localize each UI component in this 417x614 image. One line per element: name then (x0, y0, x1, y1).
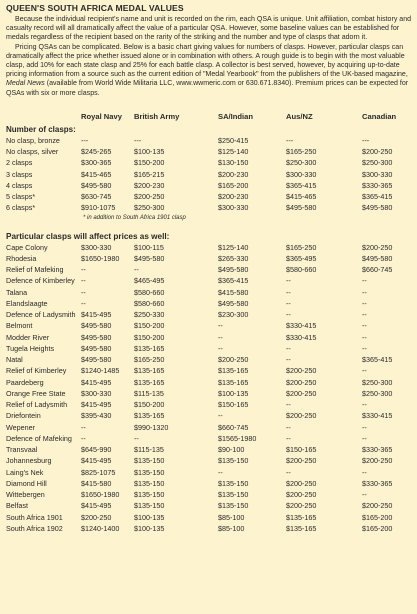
table-row (6, 135, 412, 146)
row-label: Laing's Nek (6, 467, 44, 477)
price-cell: $135-165 (134, 366, 165, 376)
price-cell: $250-300 (362, 158, 393, 168)
table-row (6, 309, 412, 320)
price-cell: $135-150 (134, 467, 165, 477)
table-row (6, 157, 412, 168)
intro-paragraph: Because the individual recipient's name and unit is recorded on the rim, each QSA is unique. Unit affiliation, combat history and casualty record will all dramatically affect the value of a particular QSA. However, some baseline values can be established for medals regardless of the recipient based on the rarity of the striking and the number and type of clasps that adorn it. (6, 16, 412, 42)
price-cell: $990-1320 (134, 422, 169, 432)
price-cell: $660-745 (218, 422, 249, 432)
price-cell: $135-150 (134, 456, 165, 466)
row-label: 2 clasps (6, 158, 33, 168)
price-cell: $150-200 (134, 321, 165, 331)
row-label: Cape Colony (6, 242, 48, 252)
price-cell: -- (81, 276, 86, 286)
price-cell: $100-115 (134, 242, 164, 252)
price-cell: $250-300 (286, 158, 317, 168)
price-cell: $135-150 (134, 501, 165, 511)
price-cell: $200-230 (218, 169, 249, 179)
price-cell: $200-250 (362, 242, 393, 252)
column-header: SA/Indian (218, 111, 254, 121)
price-cell: $125-140 (218, 147, 249, 157)
price-cell: $135-165 (218, 366, 249, 376)
price-cell: $330-415 (286, 321, 317, 331)
row-label: Paardeberg (6, 377, 44, 387)
price-cell: $250-415 (218, 135, 249, 145)
row-label: South Africa 1901 (6, 512, 63, 522)
table-row (6, 343, 412, 354)
price-cell: -- (134, 265, 139, 275)
price-cell: $300-330 (218, 203, 249, 213)
price-cell: $495-580 (81, 343, 112, 353)
price-cell: $415-465 (81, 169, 112, 179)
price-cell: $165-200 (362, 523, 393, 533)
table-row (6, 478, 412, 489)
magazine-title: Medal News (6, 80, 45, 88)
price-cell: $135-150 (134, 478, 165, 488)
price-cell: $1240-1485 (81, 366, 120, 376)
particular-clasp-rows (6, 242, 412, 535)
price-cell: -- (81, 298, 86, 308)
price-cell: --- (362, 135, 370, 145)
price-cell: --- (286, 135, 294, 145)
price-cell: $365-415 (218, 276, 249, 286)
price-cell: $85-100 (218, 523, 245, 533)
price-cell: $580-660 (286, 265, 317, 275)
price-cell: $200-230 (218, 192, 249, 202)
price-cell: $415-495 (81, 400, 112, 410)
price-cell: $200-250 (286, 388, 317, 398)
row-label: Defence of Mafeking (6, 433, 72, 443)
pricing-text-part2: (available from World Wide Militaria LLC, www.wwmeric.com or 630.671.8340). Premium prices can be expected for QSAs with six or more clasps. (6, 80, 409, 97)
price-cell: -- (362, 321, 367, 331)
price-cell: $230-300 (218, 310, 249, 320)
price-cell: $365-415 (362, 355, 393, 365)
row-label: Johannesburg (6, 456, 52, 466)
price-cell: $330-365 (362, 445, 393, 455)
price-cell: $330-365 (362, 478, 393, 488)
price-cell: -- (218, 321, 223, 331)
column-headers (6, 110, 412, 124)
price-cell: $330-365 (362, 180, 393, 190)
price-cell: --- (134, 135, 142, 145)
price-cell: -- (286, 467, 291, 477)
price-cell: -- (286, 422, 291, 432)
price-cell: $200-250 (362, 147, 393, 157)
row-label: 3 clasps (6, 169, 33, 179)
price-cell: $910-1075 (81, 203, 116, 213)
price-cell: -- (362, 366, 367, 376)
table-row (6, 377, 412, 388)
price-cell: $200-250 (218, 355, 249, 365)
price-cell: $165-200 (362, 512, 393, 522)
price-cell: $150-165 (218, 400, 249, 410)
table-row (6, 275, 412, 286)
table-row (6, 489, 412, 500)
price-cell: $165-250 (286, 147, 317, 157)
row-label: Relief of Mafeking (6, 265, 64, 275)
price-cell: $135-165 (134, 377, 165, 387)
price-cell: $135-165 (134, 411, 165, 421)
price-cell: $660-745 (362, 265, 393, 275)
row-label: 6 clasps* (6, 203, 36, 213)
price-cell: $150-200 (134, 400, 165, 410)
price-cell: -- (218, 467, 223, 477)
price-cell: $165-250 (286, 242, 317, 252)
row-label: Wittebergen (6, 490, 45, 500)
price-cell: -- (362, 310, 367, 320)
column-header: Aus/NZ (286, 111, 313, 121)
pricing-paragraph (6, 43, 412, 98)
price-cell: -- (81, 422, 86, 432)
table-row (6, 202, 412, 213)
price-cell: $330-415 (286, 332, 317, 342)
price-cell: $135-150 (218, 501, 249, 511)
price-cell: $165-250 (134, 355, 165, 365)
price-cell: $135-165 (286, 523, 317, 533)
table-row (6, 410, 412, 421)
price-cell: $415-580 (81, 478, 112, 488)
section-heading-particular-clasps: Particular clasps will affect prices as well: (6, 231, 170, 241)
price-cell: $150-200 (134, 158, 165, 168)
price-cell: $200-250 (362, 501, 393, 511)
table-row (6, 455, 412, 466)
row-label: Wepener (6, 422, 36, 432)
price-cell: -- (362, 298, 367, 308)
table-row (6, 332, 412, 343)
price-cell: $135-165 (218, 377, 249, 387)
table-row (6, 320, 412, 331)
row-label: No clasps, silver (6, 147, 59, 157)
price-cell: $200-250 (286, 411, 317, 421)
price-cell: $825-1075 (81, 467, 116, 477)
price-cell: $265-330 (218, 253, 249, 263)
price-cell: $1650-1980 (81, 253, 120, 263)
row-label: South Africa 1902 (6, 523, 63, 533)
price-cell: -- (218, 411, 223, 421)
price-cell: -- (362, 276, 367, 286)
price-cell: $200-250 (286, 501, 317, 511)
price-cell: $330-415 (362, 411, 393, 421)
price-cell: $135-165 (134, 343, 165, 353)
price-cell: $135-150 (134, 490, 165, 500)
row-label: Diamond Hill (6, 478, 47, 488)
price-cell: $100-135 (134, 512, 165, 522)
pricing-text-part1: Pricing QSAs can be complicated. Below is a basic chart giving values for numbers of clasps. However, particular clasps can dramatically affect the price whether issued alone or in combination with others. A rough guide is to begin with the most valuable clasp, add 10% for each state clasp and 25% for each battle clasp. A collector is best served, however, by acquiring up-to-date pricing information from a source such as the current edition of "Medal Yearbook" from the publishers of the UK-based magazine, (6, 43, 408, 79)
price-cell: -- (286, 355, 291, 365)
table-row (6, 365, 412, 376)
price-cell: $135-165 (286, 512, 317, 522)
price-cell: $200-250 (286, 456, 317, 466)
price-cell: -- (362, 433, 367, 443)
price-cell: -- (286, 433, 291, 443)
row-label: No clasp, bronze (6, 135, 60, 145)
price-cell: $100-135 (134, 523, 165, 533)
price-cell: $200-250 (286, 478, 317, 488)
price-cell: $395-430 (81, 411, 112, 421)
table-row (6, 287, 412, 298)
table-row (6, 388, 412, 399)
price-cell: $165-200 (218, 180, 249, 190)
price-cell: $245-265 (81, 147, 112, 157)
price-cell: $415-495 (81, 456, 112, 466)
row-label: Transvaal (6, 445, 38, 455)
price-cell: $125-140 (218, 242, 249, 252)
footnote: * in addition to South Africa 1901 clasp (83, 214, 186, 221)
price-cell: $135-150 (218, 456, 249, 466)
price-cell: -- (286, 298, 291, 308)
price-cell: $495-580 (81, 180, 112, 190)
price-cell: $250-300 (362, 377, 393, 387)
price-cell: $415-495 (81, 501, 112, 511)
table-row (6, 500, 412, 511)
price-cell: $495-580 (134, 253, 165, 263)
row-label: Belmont (6, 321, 33, 331)
price-cell: -- (286, 343, 291, 353)
price-cell: $580-660 (134, 298, 165, 308)
price-cell: $100-135 (134, 147, 165, 157)
price-cell: $200-250 (81, 512, 112, 522)
price-cell: $580-660 (134, 287, 165, 297)
table-row (6, 298, 412, 309)
price-cell: $130-150 (218, 158, 249, 168)
price-cell: $300-330 (81, 388, 112, 398)
price-cell: $300-330 (81, 242, 112, 252)
price-cell: -- (362, 343, 367, 353)
price-cell: -- (362, 422, 367, 432)
row-label: Talana (6, 287, 28, 297)
row-label: Elandslaagte (6, 298, 48, 308)
price-cell: $365-495 (286, 253, 317, 263)
price-cell: $415-465 (286, 192, 317, 202)
price-cell: -- (362, 467, 367, 477)
column-header: Royal Navy (81, 111, 122, 121)
price-cell: -- (362, 332, 367, 342)
price-cell: $85-100 (218, 512, 245, 522)
price-cell: $645-990 (81, 445, 112, 455)
table-row (6, 242, 412, 253)
table-row (6, 264, 412, 275)
price-cell: -- (286, 310, 291, 320)
price-cell: -- (218, 332, 223, 342)
row-label: Modder River (6, 332, 50, 342)
price-cell: -- (286, 276, 291, 286)
row-label: Defence of Ladysmith (6, 310, 76, 320)
row-label: Defence of Kimberley (6, 276, 75, 286)
table-row (6, 180, 412, 191)
price-cell: $495-580 (218, 298, 249, 308)
price-cell: $495-580 (81, 332, 112, 342)
price-cell: $495-580 (81, 355, 112, 365)
row-label: Rhodesia (6, 253, 37, 263)
price-cell: --- (81, 135, 89, 145)
price-cell: -- (134, 433, 139, 443)
row-label: Driefontein (6, 411, 41, 421)
row-label: Tugela Heights (6, 343, 55, 353)
price-cell: $495-580 (81, 321, 112, 331)
price-cell: -- (218, 343, 223, 353)
article-title: QUEEN'S SOUTH AFRICA MEDAL VALUES (6, 3, 184, 13)
price-cell: $495-580 (218, 265, 249, 275)
price-cell: $365-415 (286, 180, 317, 190)
row-label: Natal (6, 355, 23, 365)
table-row (6, 354, 412, 365)
price-cell: $200-230 (134, 180, 165, 190)
price-cell: -- (81, 265, 86, 275)
column-header: British Army (134, 111, 180, 121)
price-cell: -- (286, 400, 291, 410)
price-cell: $135-150 (218, 478, 249, 488)
table-row (6, 512, 412, 523)
price-cell: $90-100 (218, 445, 245, 455)
table-row (6, 433, 412, 444)
price-cell: $495-580 (286, 203, 317, 213)
price-cell: $1650-1980 (81, 490, 120, 500)
row-label: 4 clasps (6, 180, 33, 190)
table-row (6, 422, 412, 433)
price-cell: -- (362, 490, 367, 500)
price-cell: -- (286, 287, 291, 297)
price-cell: $415-495 (81, 310, 112, 320)
price-cell: $200-250 (134, 192, 165, 202)
price-cell: $200-250 (286, 490, 317, 500)
row-label: 5 clasps* (6, 192, 36, 202)
price-cell: $200-250 (286, 366, 317, 376)
price-cell: $495-580 (362, 253, 393, 263)
price-cell: $465-495 (134, 276, 165, 286)
price-cell: -- (362, 287, 367, 297)
price-cell: $415-580 (218, 287, 249, 297)
price-cell: $300-330 (362, 169, 393, 179)
price-cell: $250-330 (134, 310, 165, 320)
price-cell: -- (81, 433, 86, 443)
price-cell: $165-215 (134, 169, 165, 179)
price-cell: $365-415 (362, 192, 393, 202)
section-heading-clasps-count: Number of clasps: (6, 124, 76, 134)
row-label: Orange Free State (6, 388, 66, 398)
price-cell: $135-150 (218, 490, 249, 500)
price-cell: $250-300 (362, 388, 393, 398)
price-cell: $300-330 (286, 169, 317, 179)
table-row (6, 191, 412, 202)
price-cell: $150-200 (134, 332, 165, 342)
row-label: Belfast (6, 501, 28, 511)
row-label: Relief of Kimberley (6, 366, 67, 376)
price-cell: $300-365 (81, 158, 112, 168)
price-cell: $100-135 (218, 388, 249, 398)
clasp-count-rows (6, 135, 412, 214)
price-cell: $250-300 (134, 203, 165, 213)
price-cell: $415-495 (81, 377, 112, 387)
price-cell: $150-165 (286, 445, 317, 455)
price-cell: $200-250 (286, 377, 317, 387)
table-row (6, 253, 412, 264)
row-label: Relief of Ladysmith (6, 400, 68, 410)
price-cell: $115-135 (134, 388, 164, 398)
price-cell: $630-745 (81, 192, 112, 202)
price-table (6, 110, 412, 534)
price-cell: -- (362, 400, 367, 410)
table-row (6, 399, 412, 410)
price-cell: $495-580 (362, 203, 393, 213)
column-header: Canadian (362, 111, 397, 121)
table-row (6, 523, 412, 534)
price-cell: -- (81, 287, 86, 297)
price-cell: $115-135 (134, 445, 164, 455)
table-row (6, 467, 412, 478)
table-row (6, 169, 412, 180)
price-cell: $1240-1400 (81, 523, 120, 533)
table-row (6, 146, 412, 157)
price-cell: $200-250 (362, 456, 393, 466)
table-row (6, 444, 412, 455)
price-cell: $1565-1980 (218, 433, 257, 443)
